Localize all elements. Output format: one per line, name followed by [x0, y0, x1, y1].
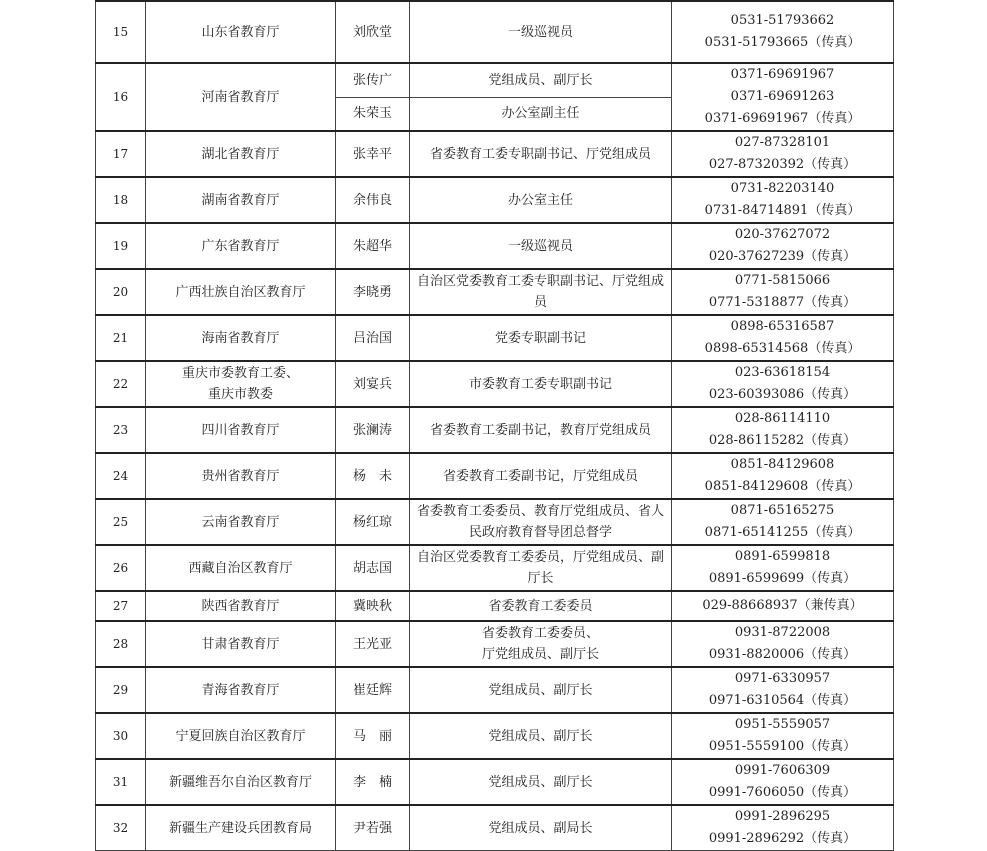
organization-cell: [146, 269, 336, 315]
cell-line: 0851-84129608: [730, 457, 835, 472]
contact-name: 吕治国: [336, 315, 410, 361]
contact-title: [410, 667, 672, 713]
row-number: 28: [96, 621, 146, 667]
cell-line: 海南省教育厅: [201, 330, 280, 346]
contact-title: [410, 499, 672, 545]
row-number: 31: [96, 759, 146, 805]
organization-cell: [146, 667, 336, 713]
organization-cell: [146, 591, 336, 621]
cell-line: 0891-6599699（传真）: [708, 571, 857, 586]
phone-cell: [672, 621, 894, 667]
cell-line: 023-60393086（传真）: [708, 387, 857, 402]
cell-line: 云南省教育厅: [201, 514, 280, 530]
phone-cell: [672, 499, 894, 545]
phone-cell: [672, 361, 894, 407]
phone-cell: [672, 453, 894, 499]
cell-line: 民政府教育督导团总督学: [468, 525, 612, 540]
table-row: [96, 1, 894, 63]
cell-line: 重庆市教委: [207, 387, 273, 402]
table-row: [96, 621, 894, 667]
cell-line: 党委专职副书记: [494, 330, 586, 346]
cell-line: 0991-2896295: [734, 809, 831, 824]
cell-line: 四川省教育厅: [201, 422, 280, 438]
cell-line: 湖北省教育厅: [201, 146, 280, 162]
cell-line: 0731-82203140: [730, 181, 835, 196]
cell-line: 宁夏回族自治区教育厅: [175, 728, 306, 744]
table-row: [96, 315, 894, 361]
cell-line: 0871-65165275: [730, 503, 835, 518]
cell-line: 027-87328101: [734, 135, 831, 150]
organization-cell: [146, 177, 336, 223]
cell-line: 广西壮族自治区教育厅: [175, 284, 306, 300]
organization-cell: [146, 805, 336, 851]
cell-line: 0971-6310564（传真）: [708, 693, 857, 708]
cell-line: 新疆维吾尔自治区教育厅: [168, 774, 312, 790]
phone-cell: [672, 269, 894, 315]
cell-line: 办公室主任: [507, 192, 573, 208]
cell-line: 0898-65316587: [730, 319, 835, 334]
contact-title: [410, 177, 672, 223]
row-number: 16: [96, 63, 146, 131]
cell-line: 自治区党委教育工委专职副书记、厅党组成: [416, 274, 664, 289]
contact-name: 胡志国: [336, 545, 410, 591]
cell-line: 厅长: [527, 571, 554, 586]
phone-cell: [672, 315, 894, 361]
table-row: [96, 805, 894, 851]
cell-line: 0971-6330957: [734, 671, 831, 686]
contact-name: 李 楠: [336, 759, 410, 805]
contact-name: 马 丽: [336, 713, 410, 759]
cell-line: 一级巡视员: [507, 238, 573, 254]
cell-line: 省委教育工委专职副书记、厅党组成员: [429, 146, 651, 162]
row-number: 22: [96, 361, 146, 407]
cell-line: 一级巡视员: [507, 24, 573, 40]
contact-name: 张澜涛: [336, 407, 410, 453]
cell-line: 陕西省教育厅: [201, 598, 280, 614]
cell-line: 员: [533, 295, 547, 310]
contact-title: [410, 713, 672, 759]
contact-name: 刘宴兵: [336, 361, 410, 407]
table-row: [96, 177, 894, 223]
cell-line: 0371-69691967: [730, 67, 835, 82]
cell-line: 0771-5318877（传真）: [708, 295, 857, 310]
table-row: [96, 269, 894, 315]
row-number: 27: [96, 591, 146, 621]
table-row: [96, 453, 894, 499]
table-row: [96, 759, 894, 805]
organization-cell: [146, 545, 336, 591]
row-number: 18: [96, 177, 146, 223]
contact-name: 张幸平: [336, 131, 410, 177]
cell-line: 省委教育工委委员、: [481, 626, 599, 641]
cell-line: 0531-51793662: [730, 13, 835, 28]
cell-line: 0371-69691263: [730, 89, 835, 104]
contact-title: [410, 545, 672, 591]
cell-line: 0891-6599818: [734, 549, 831, 564]
cell-line: 党组成员、副局长: [488, 820, 593, 836]
contact-name: 尹若强: [336, 805, 410, 851]
cell-line: 党组成员、副厅长: [488, 682, 593, 698]
cell-line: 党组成员、副厅长: [488, 72, 593, 88]
phone-cell: [672, 667, 894, 713]
contact-title: [410, 1, 672, 63]
contact-name: 朱超华: [336, 223, 410, 269]
organization-cell: [146, 63, 336, 131]
cell-line: 新疆生产建设兵团教育局: [168, 820, 312, 836]
organization-cell: [146, 1, 336, 63]
contact-name: 冀映秋: [336, 591, 410, 621]
table-row: [96, 499, 894, 545]
contact-table: [95, 0, 894, 851]
organization-cell: [146, 713, 336, 759]
contact-title: [410, 591, 672, 621]
contact-title: [410, 361, 672, 407]
cell-line: 029-88668937（兼传真）: [702, 598, 863, 613]
cell-line: 青海省教育厅: [201, 682, 280, 698]
organization-cell: [146, 223, 336, 269]
row-number: 24: [96, 453, 146, 499]
cell-line: 028-86114110: [734, 411, 831, 426]
cell-line: 办公室副主任: [501, 106, 580, 122]
row-number: 26: [96, 545, 146, 591]
phone-cell: [672, 131, 894, 177]
organization-cell: [146, 407, 336, 453]
phone-cell: [672, 545, 894, 591]
cell-line: 西藏自治区教育厅: [188, 560, 293, 576]
organization-cell: [146, 499, 336, 545]
cell-line: 省委教育工委委员、教育厅党组成员、省人: [416, 504, 664, 519]
contact-title: [410, 131, 672, 177]
cell-line: 0931-8722008: [734, 625, 831, 640]
cell-line: 0731-84714891（传真）: [704, 203, 861, 218]
row-number: 17: [96, 131, 146, 177]
cell-line: 0951-5559100（传真）: [708, 739, 857, 754]
contact-title: [410, 453, 672, 499]
organization-cell: [146, 131, 336, 177]
cell-line: 广东省教育厅: [201, 238, 280, 254]
cell-line: 020-37627072: [734, 227, 831, 242]
contact-name: 朱荣玉: [336, 97, 410, 131]
cell-line: 贵州省教育厅: [201, 468, 280, 484]
cell-line: 0991-7606050（传真）: [708, 785, 857, 800]
cell-line: 党组成员、副厅长: [488, 728, 593, 744]
organization-cell: [146, 315, 336, 361]
cell-line: 0991-7606309: [734, 763, 831, 778]
cell-line: 027-87320392（传真）: [708, 157, 857, 172]
cell-line: 028-86115282（传真）: [708, 433, 857, 448]
contact-title: [410, 269, 672, 315]
cell-line: 0931-8820006（传真）: [708, 647, 857, 662]
contact-name: 杨红琼: [336, 499, 410, 545]
cell-line: 0871-65141255（传真）: [704, 525, 861, 540]
table-row: [96, 407, 894, 453]
organization-cell: [146, 759, 336, 805]
cell-line: 重庆市委教育工委、: [181, 366, 299, 381]
organization-cell: [146, 621, 336, 667]
table-row: [96, 713, 894, 759]
phone-cell: [672, 759, 894, 805]
contact-title: [410, 315, 672, 361]
cell-line: 自治区党委教育工委委员，厅党组成员、副: [416, 550, 664, 565]
cell-line: 0851-84129608（传真）: [704, 479, 861, 494]
row-number: 15: [96, 1, 146, 63]
cell-line: 山东省教育厅: [201, 24, 280, 40]
row-number: 25: [96, 499, 146, 545]
contact-title: [410, 223, 672, 269]
cell-line: 0991-2896292（传真）: [708, 831, 857, 846]
phone-cell: [672, 177, 894, 223]
phone-cell: [672, 591, 894, 621]
contact-title: [410, 63, 672, 97]
phone-cell: [672, 407, 894, 453]
phone-cell: [672, 713, 894, 759]
table-row: [96, 361, 894, 407]
cell-line: 0531-51793665（传真）: [704, 35, 861, 50]
contact-name: 刘欣堂: [336, 1, 410, 63]
row-number: 21: [96, 315, 146, 361]
cell-line: 省委教育工委副书记，教育厅党组成员: [429, 422, 651, 438]
row-number: 20: [96, 269, 146, 315]
phone-cell: [672, 63, 894, 131]
phone-cell: [672, 1, 894, 63]
table-row: [96, 223, 894, 269]
cell-line: 河南省教育厅: [201, 89, 280, 105]
contact-name: 余伟良: [336, 177, 410, 223]
row-number: 23: [96, 407, 146, 453]
contact-table-body: [96, 1, 894, 851]
cell-line: 023-63618154: [734, 365, 831, 380]
row-number: 29: [96, 667, 146, 713]
cell-line: 020-37627239（传真）: [708, 249, 857, 264]
contact-name: 李晓勇: [336, 269, 410, 315]
organization-cell: [146, 453, 336, 499]
table-row: [96, 131, 894, 177]
row-number: 19: [96, 223, 146, 269]
cell-line: 0371-69691967（传真）: [704, 111, 861, 126]
contact-name: 王光亚: [336, 621, 410, 667]
row-number: 30: [96, 713, 146, 759]
cell-line: 党组成员、副厅长: [488, 774, 593, 790]
contact-title: [410, 407, 672, 453]
cell-line: 湖南省教育厅: [201, 192, 280, 208]
phone-cell: [672, 805, 894, 851]
contact-title: [410, 805, 672, 851]
contact-title: [410, 621, 672, 667]
organization-cell: [146, 361, 336, 407]
contact-title: [410, 759, 672, 805]
cell-line: 省委教育工委副书记，厅党组成员: [442, 468, 638, 484]
cell-line: 市委教育工委专职副书记: [468, 376, 612, 392]
cell-line: 甘肃省教育厅: [201, 636, 280, 652]
cell-line: 厅党组成员、副厅长: [481, 647, 599, 662]
contact-name: 崔廷辉: [336, 667, 410, 713]
table-row: [96, 591, 894, 621]
cell-line: 0771-5815066: [734, 273, 831, 288]
phone-cell: [672, 223, 894, 269]
contact-name: 张传广: [336, 63, 410, 97]
contact-title: [410, 97, 672, 131]
cell-line: 0898-65314568（传真）: [704, 341, 861, 356]
table-row: [96, 63, 894, 97]
contact-name: 杨 未: [336, 453, 410, 499]
table-row: [96, 545, 894, 591]
cell-line: 0951-5559057: [734, 717, 831, 732]
row-number: 32: [96, 805, 146, 851]
table-row: [96, 667, 894, 713]
cell-line: 省委教育工委委员: [488, 598, 593, 614]
